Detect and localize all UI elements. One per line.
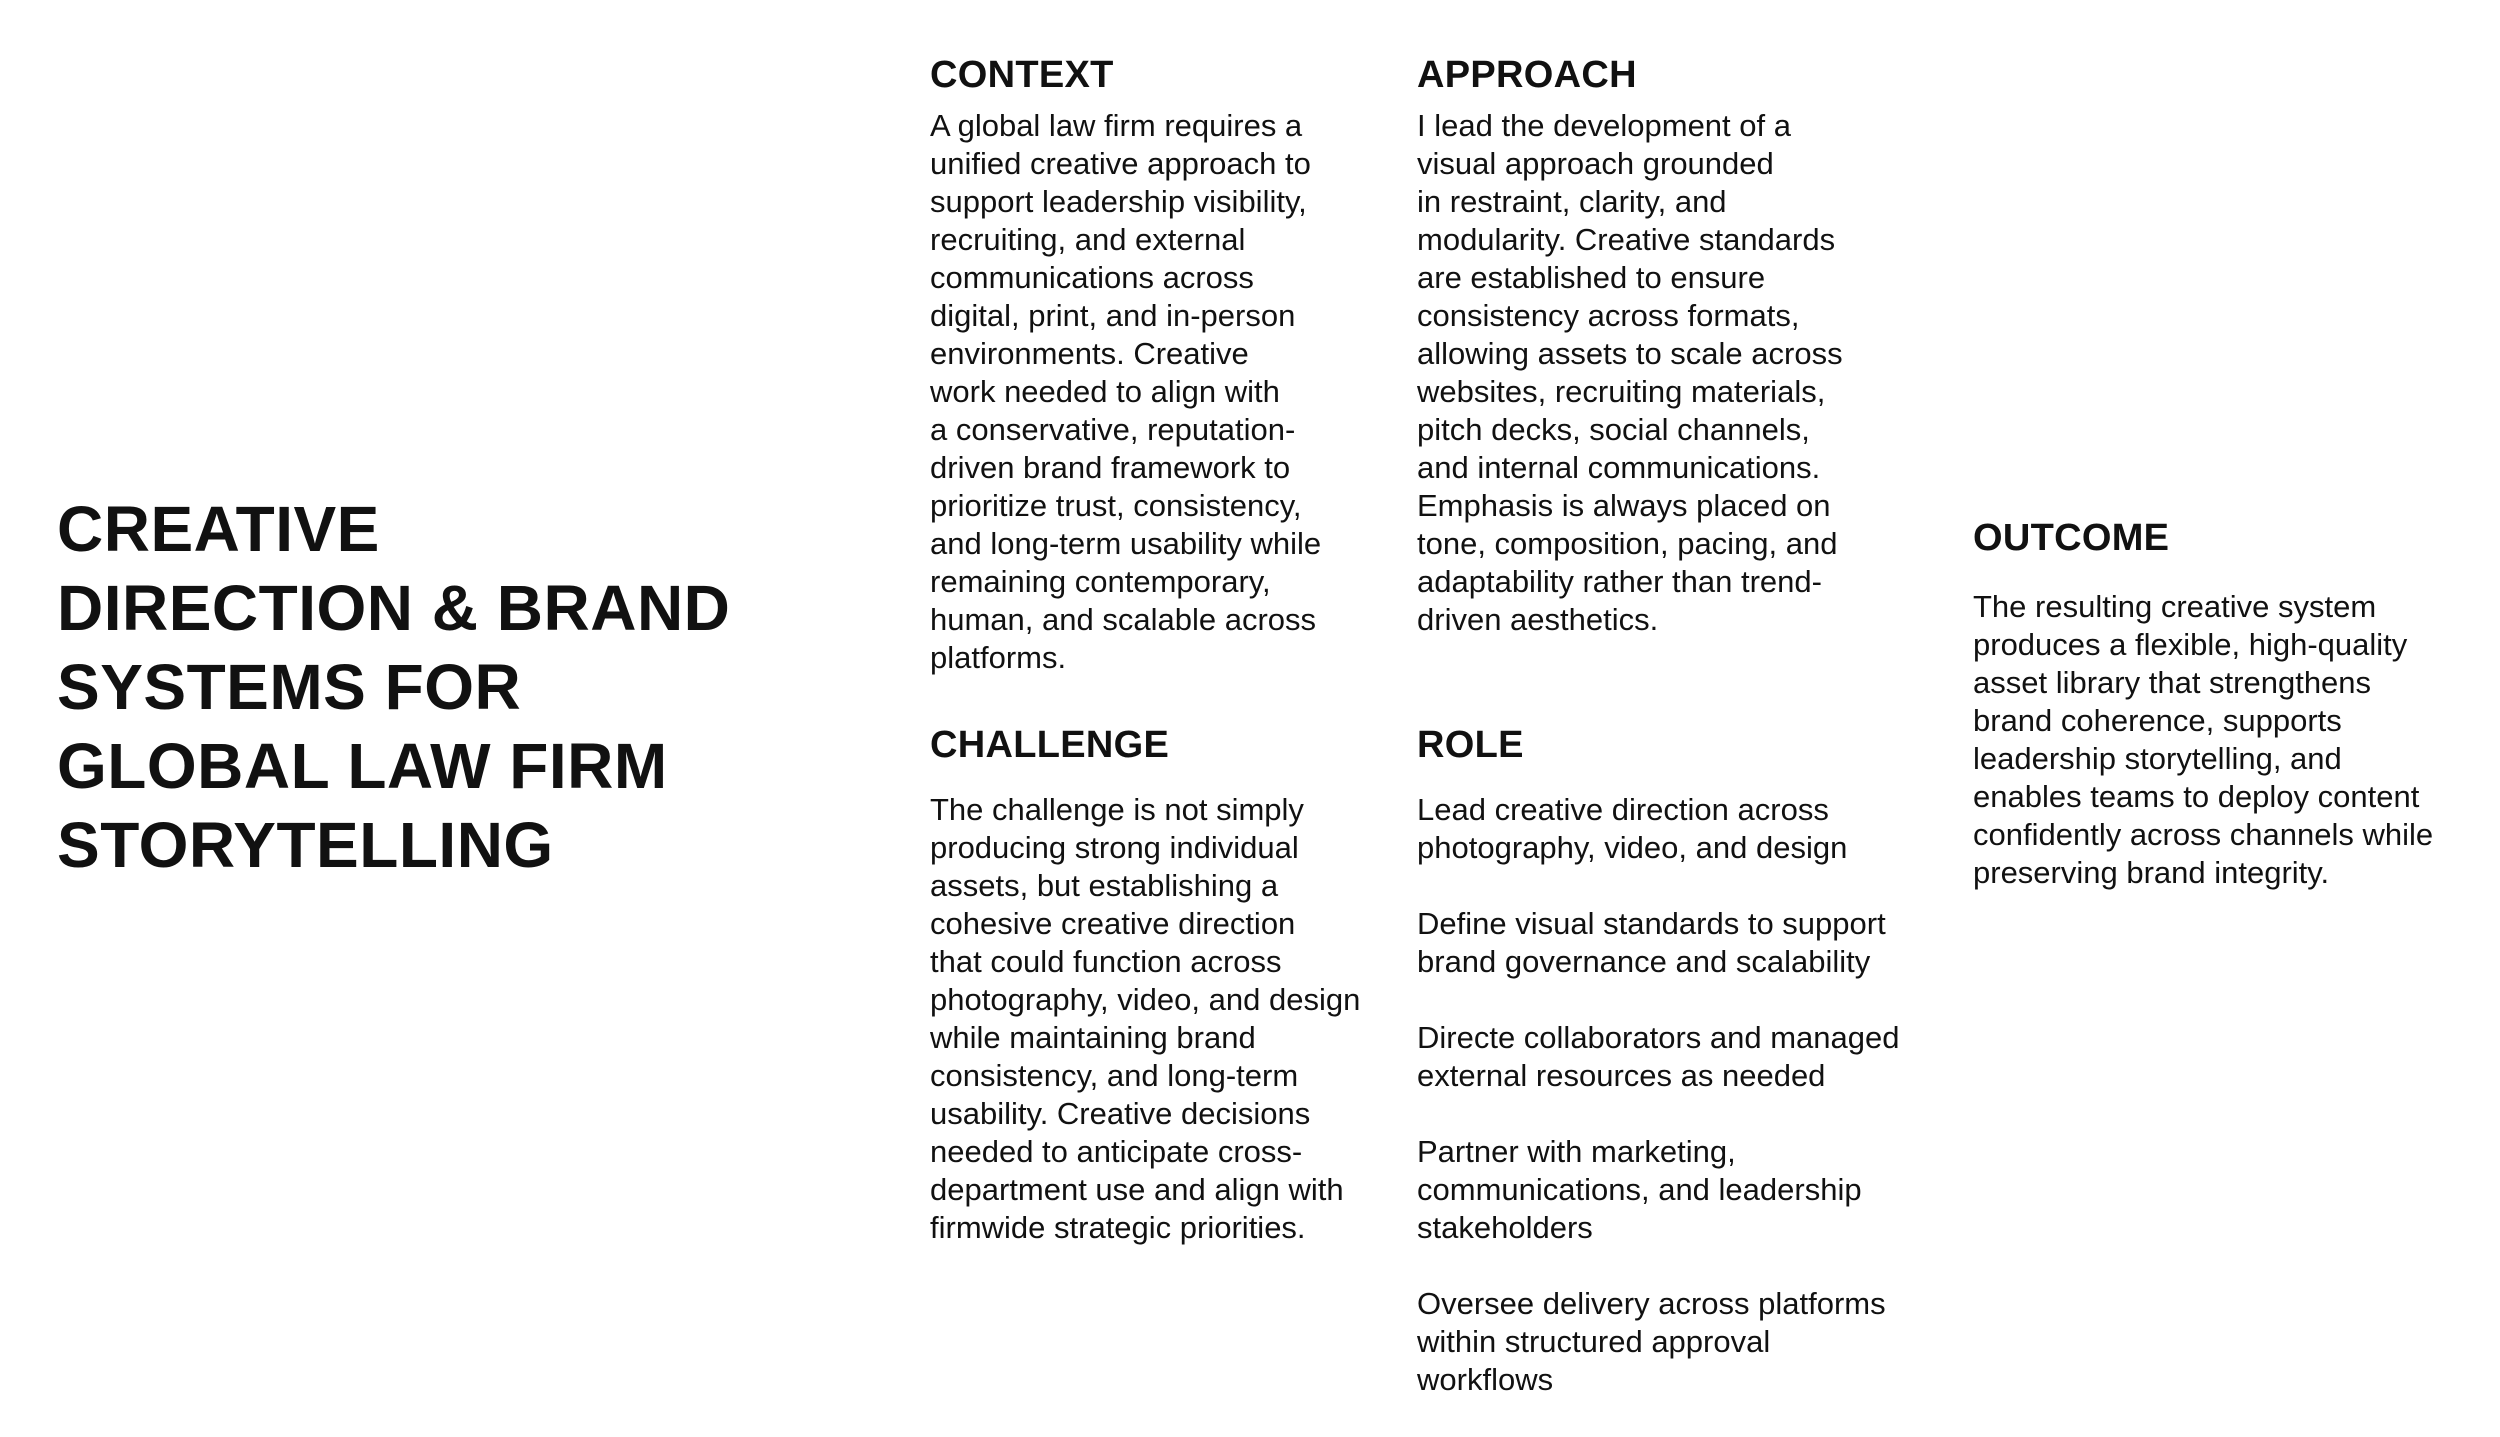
challenge-heading: CHALLENGE: [930, 724, 1170, 766]
role-list: [1417, 791, 1900, 1399]
approach-heading: APPROACH: [1417, 54, 1637, 96]
context-body: A global law firm requires a unified creative approach to support leadership visibility, recruiting, and external communications across digital, print, and in-person environments. Creative work needed to align with a conservative, reputation- driven brand framework to prioritize trust, consistency, and long-term usability while remaining contemporary, human, and scalable across platforms.: [930, 108, 1322, 675]
outcome-heading: OUTCOME: [1973, 517, 2170, 559]
role-item-delivery: Oversee delivery across platforms within structured approval workflows: [1417, 1286, 1886, 1397]
context-section: [930, 52, 1321, 677]
outcome-body: The resulting creative system produces a flexible, high-quality asset library that strengthens brand coherence, supports leadership storytelling, and enables teams to deploy content confidently across channels while preserving brand integrity.: [1973, 589, 2434, 890]
role-item-collaborators: Directe collaborators and managed external resources as needed: [1417, 1020, 1900, 1093]
role-item-creative-direction: Lead creative direction across photography, video, and design: [1417, 792, 1848, 865]
role-heading: ROLE: [1417, 724, 1524, 766]
challenge-body: The challenge is not simply producing strong individual assets, but establishing a cohesive creative direction that could function across photography, video, and design while maintaining brand consistency, and long-term usability. Creative decisions needed to anticipate cross- department use and align with firmwide strategic priorities.: [930, 792, 1361, 1245]
role-item-partnership: Partner with marketing, communications, and leadership stakeholders: [1417, 1134, 1862, 1245]
approach-body: I lead the development of a visual approach grounded in restraint, clarity, and modularity. Creative standards are established to ensure consistency across formats, allowing assets to scale across websites, recruiting materials, pitch decks, social channels, and internal communications. Emphasis is always placed on tone, composition, pacing, and adaptability rather than trend- driven aesthetics.: [1417, 108, 1843, 637]
context-heading: CONTEXT: [930, 54, 1114, 96]
approach-section: [1417, 52, 1843, 639]
role-item-visual-standards: Define visual standards to support brand governance and scalability: [1417, 906, 1886, 979]
challenge-section: [930, 722, 1360, 1247]
page-title: CREATIVE DIRECTION & BRAND SYSTEMS FOR GLOBAL LAW FIRM STORYTELLING: [57, 493, 731, 881]
role-section: [1417, 722, 1900, 1437]
outcome-section: [1973, 515, 2433, 892]
